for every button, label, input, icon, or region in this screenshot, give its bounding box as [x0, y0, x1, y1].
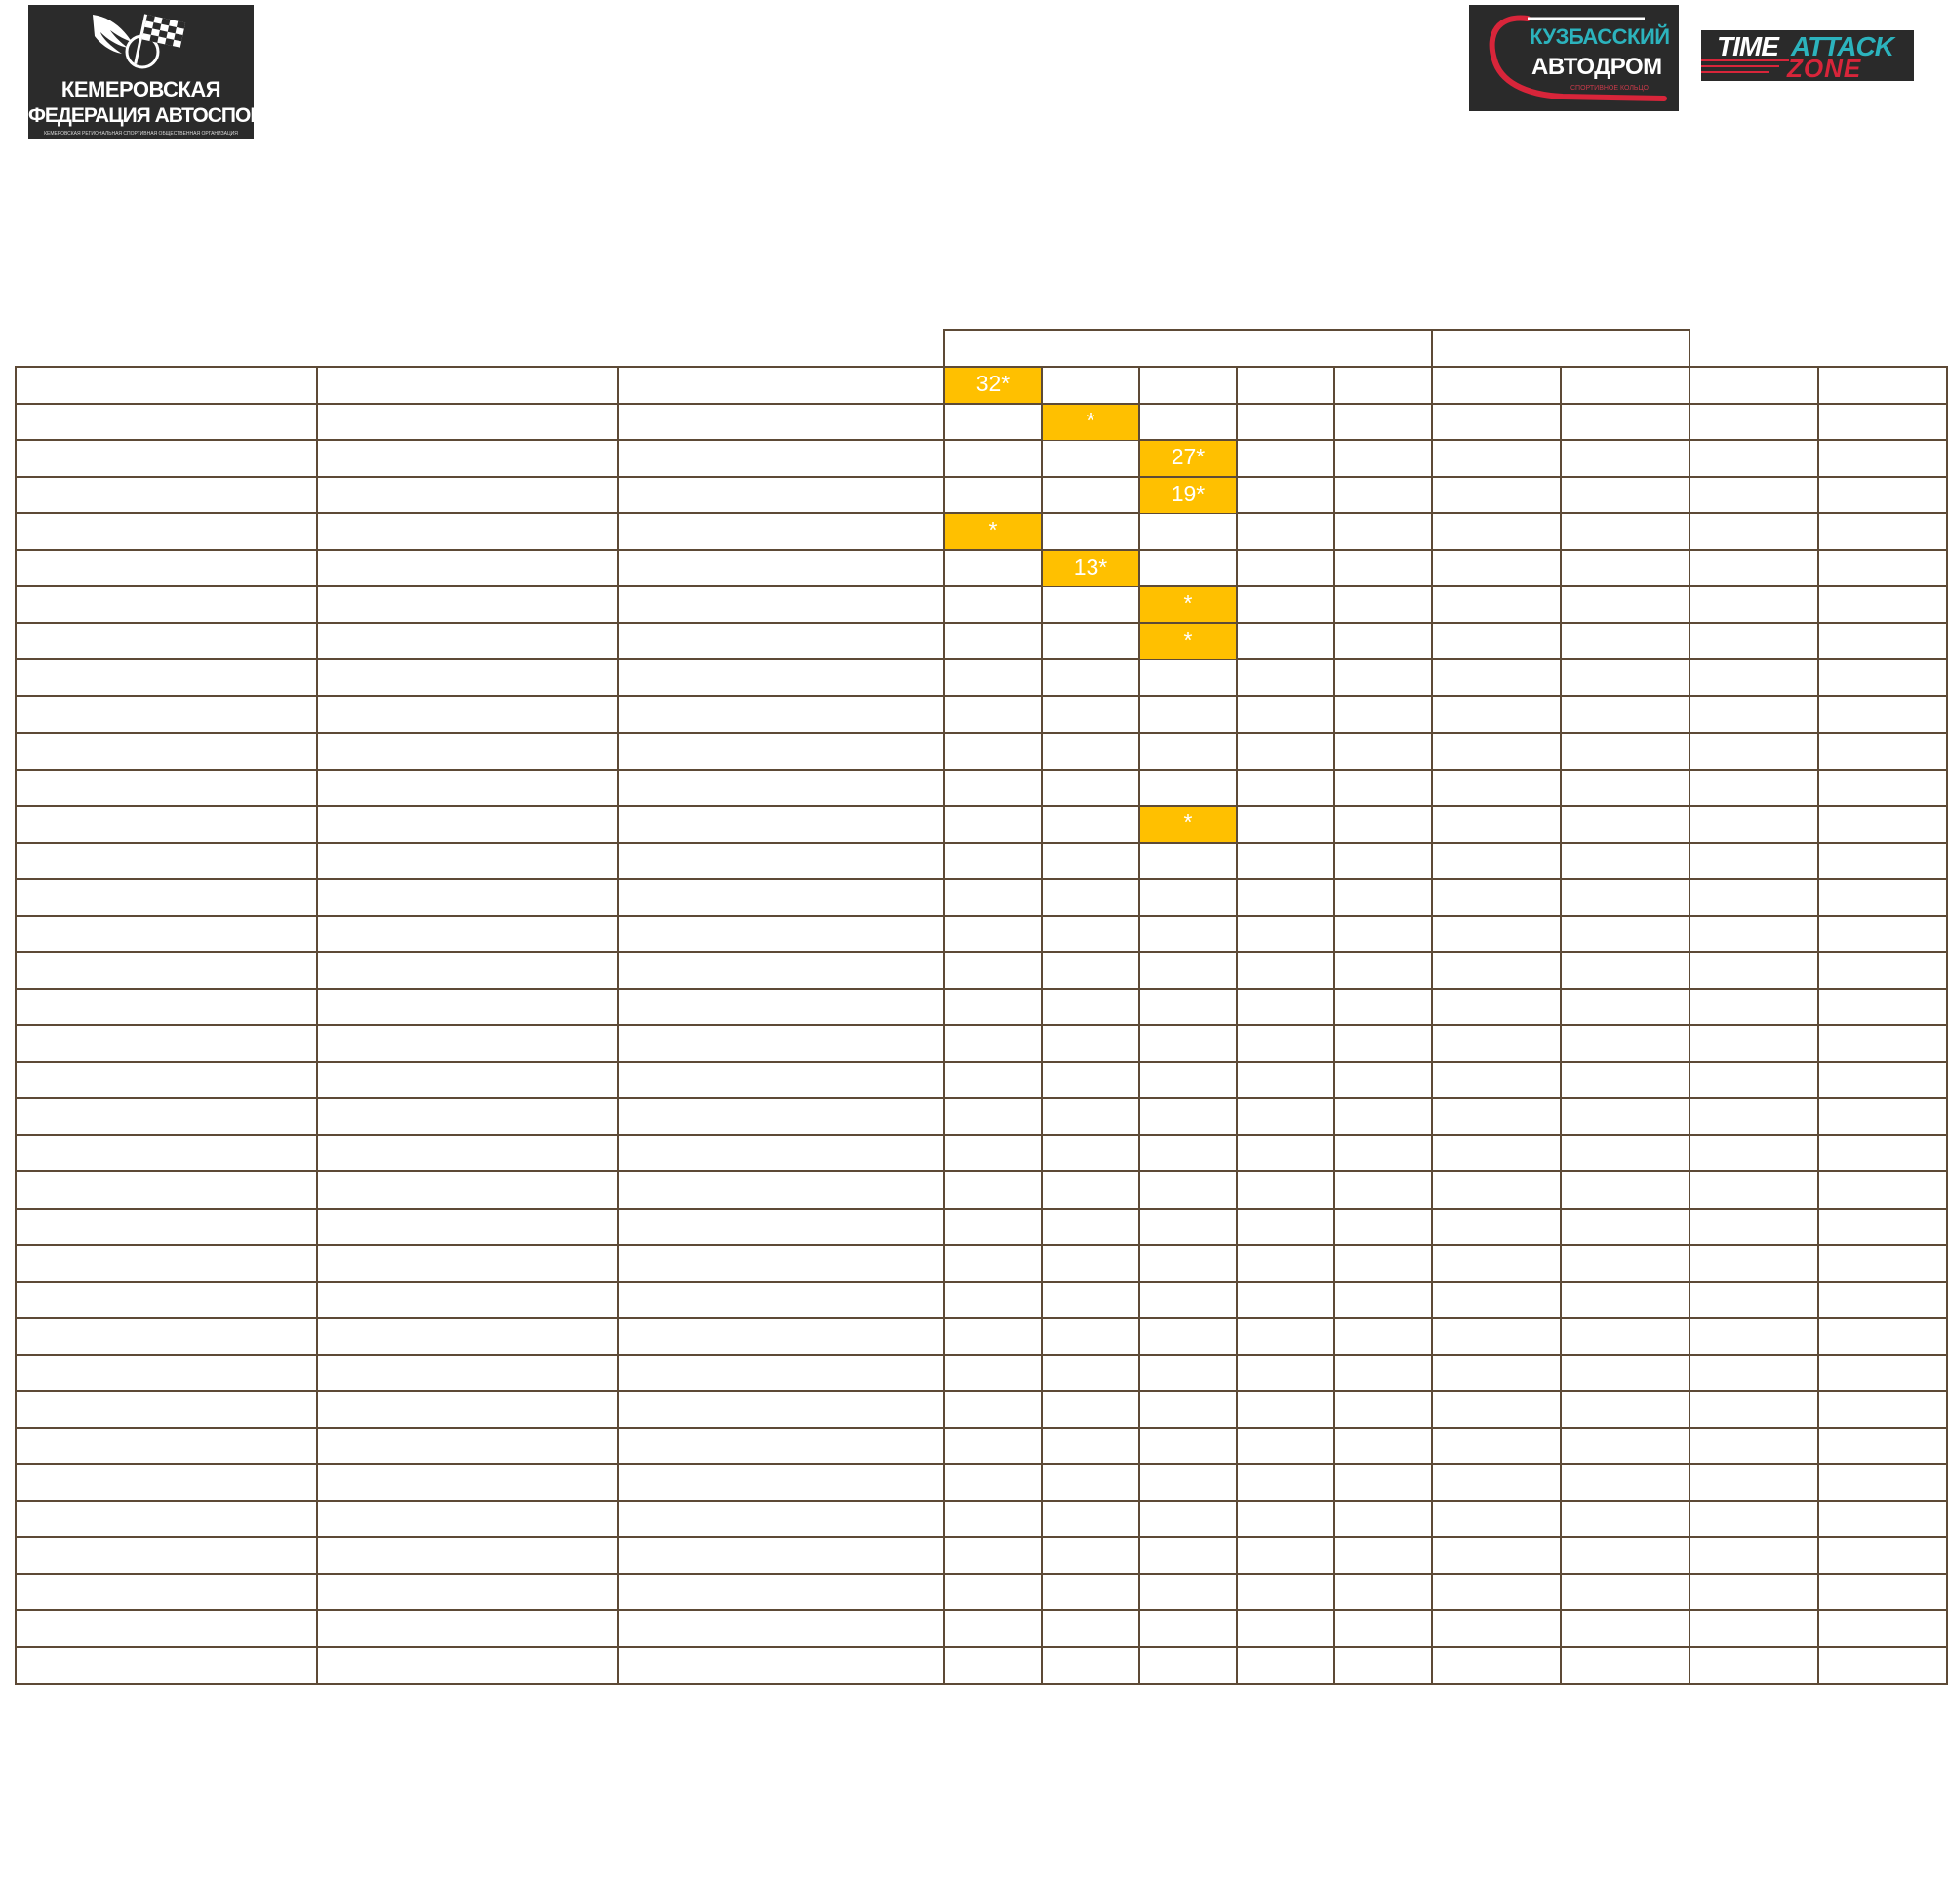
row-line-21	[15, 1134, 1948, 1136]
row-line-15	[15, 915, 1948, 917]
row-line-22	[15, 1170, 1948, 1172]
row-line-2	[15, 439, 1948, 441]
row-line-25	[15, 1281, 1948, 1283]
row-line-31	[15, 1500, 1948, 1502]
row-line-1	[15, 403, 1948, 405]
row-line-32	[15, 1536, 1948, 1538]
row-line-30	[15, 1463, 1948, 1465]
column-line-0	[15, 366, 17, 1685]
row-line-29	[15, 1427, 1948, 1429]
highlighted-cell: 27*	[1140, 441, 1236, 476]
row-line-34	[15, 1609, 1948, 1611]
row-line-8	[15, 658, 1948, 660]
highlighted-cell: *	[945, 514, 1041, 549]
kuzbass-logo-line3: СПОРТИВНОЕ КОЛЬЦО	[1570, 85, 1649, 92]
column-line-11	[1817, 366, 1819, 1685]
row-line-6	[15, 585, 1948, 587]
row-line-17	[15, 988, 1948, 990]
kfa-logo-line1: КЕМЕРОВСКАЯ	[60, 77, 221, 101]
kemerovo-autosport-federation-logo	[28, 5, 287, 139]
group-header-divider-1	[1431, 329, 1433, 366]
row-line-26	[15, 1317, 1948, 1319]
time-attack-logo-word3: ZONE	[1787, 54, 1862, 83]
kuzbass-logo-line1: КУЗБАССКИЙ	[1530, 24, 1670, 49]
row-line-33	[15, 1573, 1948, 1575]
row-line-11	[15, 769, 1948, 771]
column-line-8	[1431, 366, 1433, 1685]
highlighted-cell: *	[1043, 405, 1138, 440]
row-line-28	[15, 1390, 1948, 1392]
kfa-logo-line2: ФЕДЕРАЦИЯ АВТОСПОРТА	[28, 104, 287, 127]
row-line-5	[15, 549, 1948, 551]
column-line-6	[1236, 366, 1238, 1685]
highlighted-cell: *	[1140, 624, 1236, 659]
time-attack-logo-word1: TIME	[1717, 31, 1778, 61]
row-line-13	[15, 842, 1948, 844]
row-line-27	[15, 1354, 1948, 1356]
row-line-24	[15, 1244, 1948, 1246]
time-attack-zone-logo	[1701, 30, 1914, 81]
row-line-12	[15, 805, 1948, 807]
row-line-7	[15, 622, 1948, 624]
highlighted-cell: *	[1140, 807, 1236, 842]
row-line-19	[15, 1061, 1948, 1063]
kuzbass-autodrom-logo	[1469, 5, 1679, 111]
row-line-10	[15, 732, 1948, 734]
row-line-35	[15, 1646, 1948, 1648]
group-header-divider-0	[943, 329, 945, 366]
row-line-9	[15, 695, 1948, 697]
column-line-2	[617, 366, 619, 1685]
row-line-36	[15, 1683, 1948, 1685]
column-line-3	[943, 366, 945, 1685]
group-header-divider-2	[1689, 329, 1690, 366]
row-line-3	[15, 476, 1948, 478]
kfa-logo-line3: КЕМЕРОВСКАЯ РЕГИОНАЛЬНАЯ СПОРТИВНАЯ ОБЩЕСТВЕННАЯ ОРГАНИЗАЦИЯ	[44, 131, 238, 137]
column-line-9	[1560, 366, 1562, 1685]
row-line-20	[15, 1097, 1948, 1099]
time-attack-logo-word2: ATTACK	[1791, 31, 1893, 61]
column-line-1	[316, 366, 318, 1685]
group-header-top-line	[943, 329, 1690, 331]
highlighted-cell: 13*	[1043, 551, 1138, 586]
highlighted-cell: *	[1140, 587, 1236, 622]
row-line-23	[15, 1208, 1948, 1210]
kuzbass-logo-line2: АВТОДРОМ	[1531, 54, 1662, 80]
winged-flag-icon	[89, 9, 196, 73]
column-line-10	[1689, 366, 1690, 1685]
row-line-16	[15, 951, 1948, 953]
column-line-5	[1138, 366, 1140, 1685]
highlighted-cell: 19*	[1140, 478, 1236, 513]
highlighted-cell: 32*	[945, 368, 1041, 403]
row-line-14	[15, 878, 1948, 880]
row-line-18	[15, 1024, 1948, 1026]
column-line-7	[1333, 366, 1335, 1685]
